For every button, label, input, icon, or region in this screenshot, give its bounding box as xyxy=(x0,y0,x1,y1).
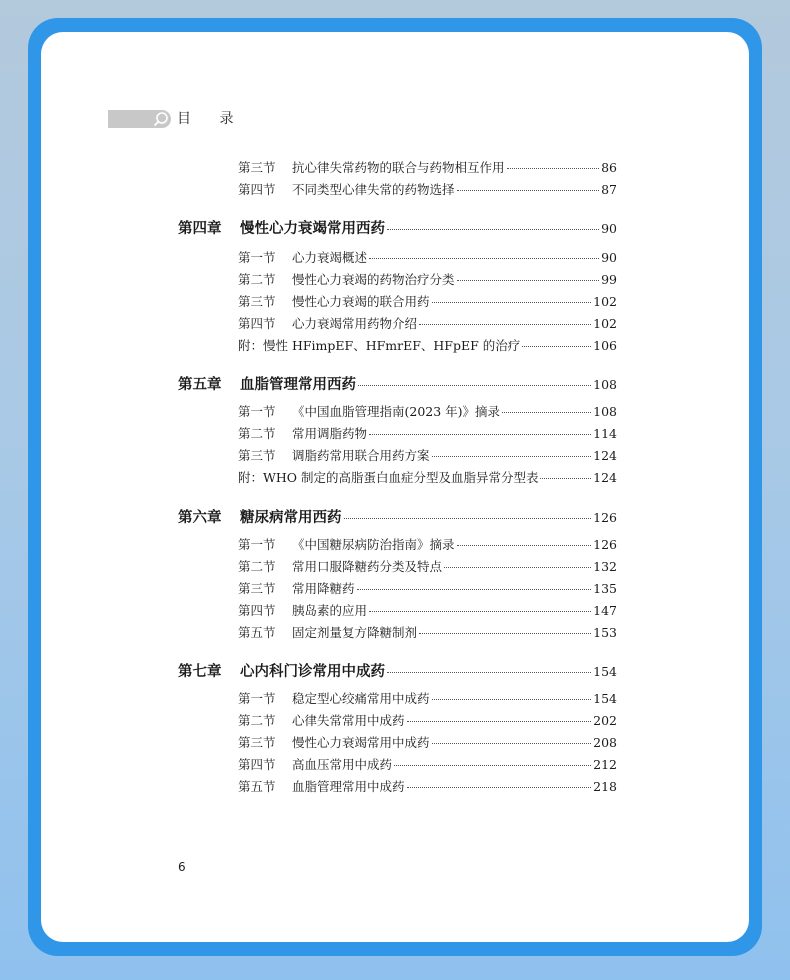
entry-page: 202 xyxy=(593,713,617,728)
toc-chapter[interactable] xyxy=(178,506,617,527)
entry-title: 固定剂量复方降糖制剂 xyxy=(292,625,418,640)
entry-title: 常用口服降糖药分类及特点 xyxy=(292,559,443,574)
dot-leader xyxy=(432,699,592,700)
entry-page: 90 xyxy=(601,250,617,265)
toc-header-title: 目 录 xyxy=(177,111,246,127)
appendix-title: 附：WHO 制定的高脂蛋白血症分型及血脂异常分型表 xyxy=(238,470,539,485)
toc-entry[interactable] xyxy=(238,755,617,773)
entry-page: 86 xyxy=(601,160,617,175)
entry-number: 第三节 xyxy=(238,448,276,463)
entry-title: 常用降糖药 xyxy=(292,581,355,596)
dot-leader xyxy=(369,434,591,435)
chapter-number: 第七章 xyxy=(178,663,222,680)
toc-entry[interactable] xyxy=(238,777,617,795)
chapter-number: 第五章 xyxy=(178,376,222,393)
entry-page: 212 xyxy=(593,757,617,772)
entry-title: 《中国血脂管理指南(2023 年)》摘录 xyxy=(292,404,501,419)
entry-page: 154 xyxy=(593,691,617,706)
entry-title: 胰岛素的应用 xyxy=(292,603,368,618)
dot-leader xyxy=(522,346,591,347)
entry-title: 慢性心力衰竭的药物治疗分类 xyxy=(292,272,455,287)
toc-entry[interactable] xyxy=(238,689,617,707)
entry-page: 106 xyxy=(593,338,617,353)
dot-leader xyxy=(457,545,592,546)
table-of-contents xyxy=(41,32,749,942)
chapter-title: 糖尿病常用西药 xyxy=(240,509,342,526)
chapter-page: 126 xyxy=(593,510,617,525)
toc-chapter[interactable] xyxy=(178,373,617,394)
entry-title: 心力衰竭概述 xyxy=(292,250,368,265)
entry-page: 124 xyxy=(593,470,617,485)
entry-number: 第二节 xyxy=(238,272,276,287)
toc-entry[interactable] xyxy=(238,270,617,288)
entry-number: 第二节 xyxy=(238,559,276,574)
dot-leader xyxy=(369,258,599,259)
toc-chapter[interactable] xyxy=(178,660,617,681)
entry-title: 常用调脂药物 xyxy=(292,426,368,441)
dot-leader xyxy=(444,567,591,568)
dot-leader xyxy=(432,743,592,744)
toc-entry[interactable] xyxy=(238,292,617,310)
entry-number: 第三节 xyxy=(238,581,276,596)
dot-leader xyxy=(387,229,599,230)
entry-number: 第一节 xyxy=(238,404,276,419)
dot-leader xyxy=(457,190,600,191)
entry-number: 第四节 xyxy=(238,603,276,618)
entry-title: 不同类型心律失常的药物选择 xyxy=(292,182,455,197)
chapter-title: 慢性心力衰竭常用西药 xyxy=(240,220,385,237)
entry-title: 慢性心力衰竭的联合用药 xyxy=(292,294,430,309)
entry-title: 调脂药常用联合用药方案 xyxy=(292,448,430,463)
entry-title: 《中国糖尿病防治指南》摘录 xyxy=(292,537,455,552)
chapter-number: 第四章 xyxy=(178,220,222,237)
entry-number: 第一节 xyxy=(238,691,276,706)
entry-page: 99 xyxy=(601,272,617,287)
toc-entry[interactable] xyxy=(238,314,617,332)
dot-leader xyxy=(419,324,591,325)
chapter-page: 154 xyxy=(593,664,617,679)
chapter-page: 90 xyxy=(601,221,617,236)
dot-leader xyxy=(394,765,591,766)
toc-appendix[interactable] xyxy=(238,336,617,354)
dot-leader xyxy=(387,672,591,673)
dot-leader xyxy=(358,385,591,386)
entry-number: 第二节 xyxy=(238,426,276,441)
entry-page: 102 xyxy=(593,316,617,331)
entry-number: 第二节 xyxy=(238,713,276,728)
entry-title: 抗心律失常药物的联合与药物相互作用 xyxy=(292,160,505,175)
toc-entry[interactable] xyxy=(238,535,617,553)
entry-page: 124 xyxy=(593,448,617,463)
entry-page: 126 xyxy=(593,537,617,552)
entry-title: 稳定型心绞痛常用中成药 xyxy=(292,691,430,706)
toc-entry[interactable] xyxy=(238,733,617,751)
entry-page: 153 xyxy=(593,625,617,640)
toc-chapter[interactable] xyxy=(178,217,617,238)
entry-title: 慢性心力衰竭常用中成药 xyxy=(292,735,430,750)
toc-entry[interactable] xyxy=(238,579,617,597)
entry-number: 第四节 xyxy=(238,757,276,772)
entry-page: 218 xyxy=(593,779,617,794)
entry-number: 第三节 xyxy=(238,735,276,750)
dot-leader xyxy=(457,280,600,281)
entry-page: 108 xyxy=(593,404,617,419)
entry-number: 第一节 xyxy=(238,537,276,552)
appendix-title: 附：慢性 HFimpEF、HFmrEF、HFpEF 的治疗 xyxy=(238,338,521,353)
entry-title: 心力衰竭常用药物介绍 xyxy=(292,316,418,331)
entry-page: 147 xyxy=(593,603,617,618)
toc-entry[interactable] xyxy=(238,601,617,619)
entry-number: 第三节 xyxy=(238,294,276,309)
dot-leader xyxy=(432,456,592,457)
dot-leader xyxy=(407,787,592,788)
toc-entry[interactable] xyxy=(238,402,617,420)
toc-entry[interactable] xyxy=(238,557,617,575)
entry-title: 心律失常常用中成药 xyxy=(292,713,405,728)
dot-leader xyxy=(502,412,591,413)
toc-entry[interactable] xyxy=(238,180,617,198)
toc-entry[interactable] xyxy=(238,424,617,442)
dot-leader xyxy=(540,478,591,479)
toc-entry[interactable] xyxy=(238,158,617,176)
toc-appendix[interactable] xyxy=(238,468,617,486)
toc-entry[interactable] xyxy=(238,623,617,641)
entry-number: 第五节 xyxy=(238,779,276,794)
dot-leader xyxy=(432,302,592,303)
chapter-number: 第六章 xyxy=(178,509,222,526)
page-number: 6 xyxy=(178,860,186,874)
dot-leader xyxy=(344,518,592,519)
entry-number: 第四节 xyxy=(238,182,276,197)
entry-page: 102 xyxy=(593,294,617,309)
book-page xyxy=(41,32,749,942)
dot-leader xyxy=(419,633,591,634)
entry-number: 第五节 xyxy=(238,625,276,640)
chapter-title: 心内科门诊常用中成药 xyxy=(240,663,385,680)
entry-page: 132 xyxy=(593,559,617,574)
dot-leader xyxy=(369,611,591,612)
entry-number: 第一节 xyxy=(238,250,276,265)
entry-page: 208 xyxy=(593,735,617,750)
entry-page: 87 xyxy=(601,182,617,197)
toc-entry[interactable] xyxy=(238,446,617,464)
chapter-title: 血脂管理常用西药 xyxy=(240,376,356,393)
entry-number: 第三节 xyxy=(238,160,276,175)
dot-leader xyxy=(357,589,592,590)
entry-page: 135 xyxy=(593,581,617,596)
entry-number: 第四节 xyxy=(238,316,276,331)
chapter-page: 108 xyxy=(593,377,617,392)
dot-leader xyxy=(407,721,592,722)
entry-page: 114 xyxy=(593,426,617,441)
entry-title: 血脂管理常用中成药 xyxy=(292,779,405,794)
toc-entry[interactable] xyxy=(238,248,617,266)
entry-title: 高血压常用中成药 xyxy=(292,757,393,772)
toc-entry[interactable] xyxy=(238,711,617,729)
dot-leader xyxy=(507,168,600,169)
